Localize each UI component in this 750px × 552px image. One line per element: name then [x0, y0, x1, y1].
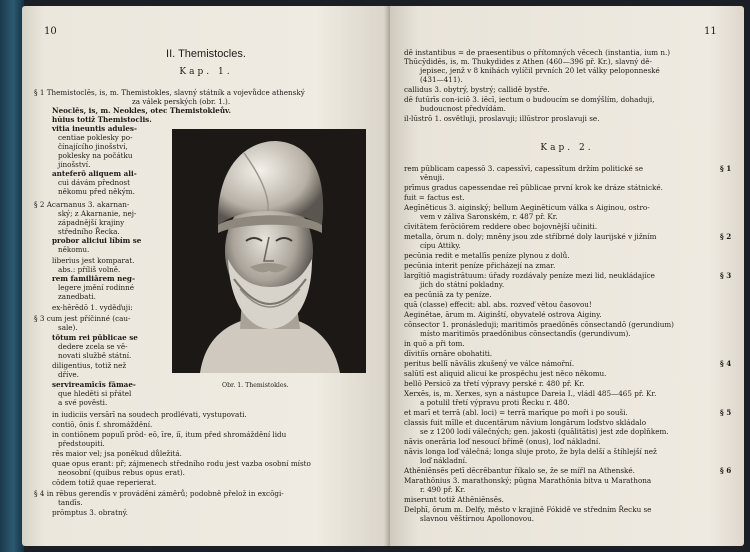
entry-line: Delphī, ōrum m. Delfy, město v krajině Fókidě ve středním Řecku se	[404, 505, 652, 514]
entry-line: předstoupiti.	[58, 439, 105, 448]
chapter-title: II. Themistocles.	[166, 48, 246, 60]
entry-line: Athēniēnsēs petī dēcrēbantur říkalo se, že se mířl na Athenské.	[404, 466, 635, 475]
entry-line: cōdem totiž quaе reperierat.	[52, 478, 157, 487]
entry-line: quā (classe) effecit: abl. abs. rozveď větou časovou!	[404, 300, 592, 309]
entry-line: čínajícího jinošství,	[58, 142, 128, 151]
entry-line: § 4 in rēbus gerendīs v prováděni záměrů; podobně přelož in excōgi-	[34, 489, 284, 498]
entry-line: poklesky na počátku	[58, 151, 133, 160]
entry-line: jepisec, jenž v 8 knihách vylíčil prvních 20 let války peloponneské	[420, 66, 660, 75]
entry-line: legere jmění rodinné	[58, 283, 135, 292]
entry-line: západnější krajiny	[58, 218, 125, 227]
entry-line: cípu Attiky.	[420, 241, 461, 250]
entry-line: (431—411).	[420, 75, 463, 84]
entry-line: dříve.	[58, 370, 79, 379]
entry-line: cōnsector 1. pronásleduji; maritimōs praedōnēs cōnsectandō (gerundium)	[404, 320, 674, 329]
entry-line: pecūnia redit e metallīs peníze plynou z dolů.	[404, 251, 570, 260]
entry-line: místo maritimōs praedōnibus cōnsectandīs (gerundivum).	[420, 329, 631, 338]
section-mark: § 5	[720, 408, 732, 417]
entry-line: jich do státní pokladny.	[420, 280, 505, 289]
entry-line: et marī et terrā (abl. loci) = terrā marīque po moři i po souši.	[404, 408, 628, 417]
section-mark: § 3	[720, 271, 732, 280]
entry-line: slavnou věštírnou Apollonovou.	[420, 514, 534, 523]
entry-line: rem familiārem neg-	[52, 274, 135, 283]
entry-line: Aegīnēticus 3. aiginský; bellum Aeginēticum válka s Aiginou, ostro-	[404, 203, 650, 212]
entry-line: Marathōnius 3. marathonský; pūgna Marathōnia bitva u Marathona	[404, 476, 652, 485]
left-page	[22, 6, 390, 546]
entry-line: dīvitiīs ornāre obohatiti.	[404, 349, 493, 358]
entry-line: in quō a při tom.	[404, 339, 465, 348]
entry-line: in iudiciis versārī na soudech prodlévati, vystupovati.	[52, 410, 247, 419]
entry-line: Thūcȳdidēs, is, m. Thukydides z Athen (460—396 př. Kr.), slavný dě-	[404, 57, 652, 66]
right-page	[390, 6, 744, 546]
entry-line: servireamīcīs fāmae-	[52, 380, 136, 389]
themistocles-bust-image	[172, 129, 366, 373]
entry-line: tōtum rei pūblicae se	[52, 333, 138, 342]
entry-line: § 3 cum jest příčinné (cau-	[34, 314, 131, 323]
section-mark: § 1	[720, 164, 732, 173]
entry-line: probor aliciui líbím se	[52, 236, 142, 245]
entry-line: largītiō magistrātuum: úřady rozdávaly peníze mezi lid, neukládajíce	[404, 271, 655, 280]
entry-line: novati službě státní.	[58, 351, 132, 360]
entry-line: pecūnia interit peníze přicházejí na zmar.	[404, 261, 556, 270]
entry-line: neosobní (quibus rebus opus erat).	[58, 468, 185, 477]
entry-line: a své pověsti.	[58, 398, 108, 407]
entry-line: jinošství.	[58, 160, 91, 169]
entry-line: contiō, ōnis f. shromáždění.	[52, 420, 153, 429]
entry-line: ea pecūniā za ty peníze.	[404, 290, 492, 299]
entry-line: anteferō aliquem ali-	[52, 169, 137, 178]
entry-line: Aeginētae, ārum m. Aiginští, obyvatelé ostrova Aiginy.	[404, 310, 602, 319]
entry-line: vitia ineuntis adules-	[52, 124, 137, 133]
entry-line: diligentius, totiž než	[52, 361, 127, 370]
section-mark: § 2	[720, 232, 732, 241]
section-mark: § 6	[720, 466, 732, 475]
entry-line: miserunt totiž Athēniēnsēs.	[404, 495, 504, 504]
entry-line: cui dávám přednost	[58, 178, 130, 187]
entry-line: dedere zcela se vě-	[58, 342, 128, 351]
chapter-heading-2: Kap. 2.	[540, 143, 594, 153]
entry-line: centiae poklesky po-	[58, 133, 133, 142]
bust-drawing	[172, 129, 366, 373]
left-page-number: 10	[44, 26, 57, 37]
entry-line: metalla, ōrum n. doly; mněny jsou zde stříbrné doly laurijské v jižním	[404, 232, 657, 241]
entry-line: zanedbati.	[58, 292, 96, 301]
entry-line: nāvis onerāria loď nesoucí břímě (onus), loď nákladní.	[404, 437, 601, 446]
entry-line: Xerxēs, is, m. Xerxes, syn a nástupce Dareia I., vládl 485—465 př. Kr.	[404, 389, 657, 398]
entry-line: quae opus erant: př; zájmenech středního rodu jest vazba osobní místo	[52, 459, 311, 468]
entry-line: dē futūrīs con-iciō 3. iēcī, iectum o budoucím se domýšlím, dohaduji,	[404, 95, 655, 104]
entry-line: ský; z Akarnanie, nej-	[58, 209, 137, 218]
entry-line: classis fuit mīlle et ducentārum nāvium longārum loďstvo skládalo	[404, 418, 647, 427]
entry-line: někomu.	[58, 245, 90, 254]
section-mark: § 4	[720, 359, 732, 368]
entry-line: in contiōnem populī prōd- eō, īre, iī, itum před shromáždění lidu	[52, 430, 287, 439]
entry-line: § 1 Themistoclēs, is, m. Themistokles, slavný státník a vojevůdce athenský	[34, 88, 305, 97]
entry-line: ex-hērēdō 1. vyděďuji:	[52, 303, 133, 312]
right-page-number: 11	[704, 26, 717, 37]
entry-line: se z 1200 lodí válečných; gen. jakosti (quālitātis) jest zde doplňkem.	[420, 427, 669, 436]
entry-line: tandīs.	[58, 498, 83, 507]
entry-line: liberius jest komparat.	[52, 256, 135, 265]
entry-line: věnuji.	[420, 173, 445, 182]
image-caption: Obr. 1. Themistokles.	[222, 382, 289, 389]
entry-line: loď nákladní.	[420, 456, 468, 465]
entry-line: a potulil třetí výpravu proti Řecku r. 480.	[420, 398, 570, 407]
entry-line: rēs maior vel; jsa poněkud důležitá.	[52, 449, 182, 458]
entry-line: za válek perských (obr. 1.).	[132, 97, 231, 106]
entry-line: § 2 Acarnanus 3. akarnan-	[34, 200, 130, 209]
entry-line: rem pūblicam capessō 3. capessīvī, capessītum držím politické se	[404, 164, 643, 173]
entry-line: cīvitātem ferōciōrem reddere obec bojovnější učiniti.	[404, 222, 598, 231]
entry-line: il-lūstrō 1. osvětluji, proslavuji; illūstror proslavuji se.	[404, 114, 600, 123]
entry-line: que hleděti si přátel	[58, 389, 132, 398]
entry-line: r. 490 př. Kr.	[420, 485, 466, 494]
entry-line: peritus bellī nāvālis zkušený ve válce námořní.	[404, 359, 575, 368]
entry-line: dē instantibus = de praesentibus o přítomných věcech (instantia, ium n.)	[404, 48, 671, 57]
entry-line: někomu před někým.	[58, 187, 135, 196]
entry-line: prōmptus 3. obratný.	[52, 508, 128, 517]
entry-line: sale).	[58, 323, 78, 332]
entry-line: callidus 3. obytrý, bystrý; callidě bystře.	[404, 85, 550, 94]
chapter-heading: Kap. 1.	[179, 67, 233, 77]
entry-line: fuit = factus est.	[404, 193, 465, 202]
entry-line: hŭius totiž Themistoclis.	[52, 115, 152, 124]
entry-line: prīmus gradus capessendae reī pūblicae první krok ke dráze státnické.	[404, 183, 663, 192]
entry-line: budoucnost předvídám.	[420, 104, 506, 113]
entry-line: Neoclēs, is, m. Neokles, otec Themistokleův.	[52, 106, 232, 115]
entry-line: vem v záliva Saronském, r. 487 př. Kr.	[420, 212, 558, 221]
entry-line: abs.: příliš volně.	[58, 265, 121, 274]
entry-line: nāvis longa loď válečná; longa sluje proto, že byla delší a štíhlejší než	[404, 447, 657, 456]
entry-line: středního Řecka.	[58, 227, 120, 236]
entry-line: bellō Persicō za třetí výpravy perské r. 480 př. Kr.	[404, 379, 585, 388]
entry-line: salūtī est aliquid alicui ke prospěchu jest něco někomu.	[404, 369, 607, 378]
book-cover-edge	[0, 0, 24, 552]
